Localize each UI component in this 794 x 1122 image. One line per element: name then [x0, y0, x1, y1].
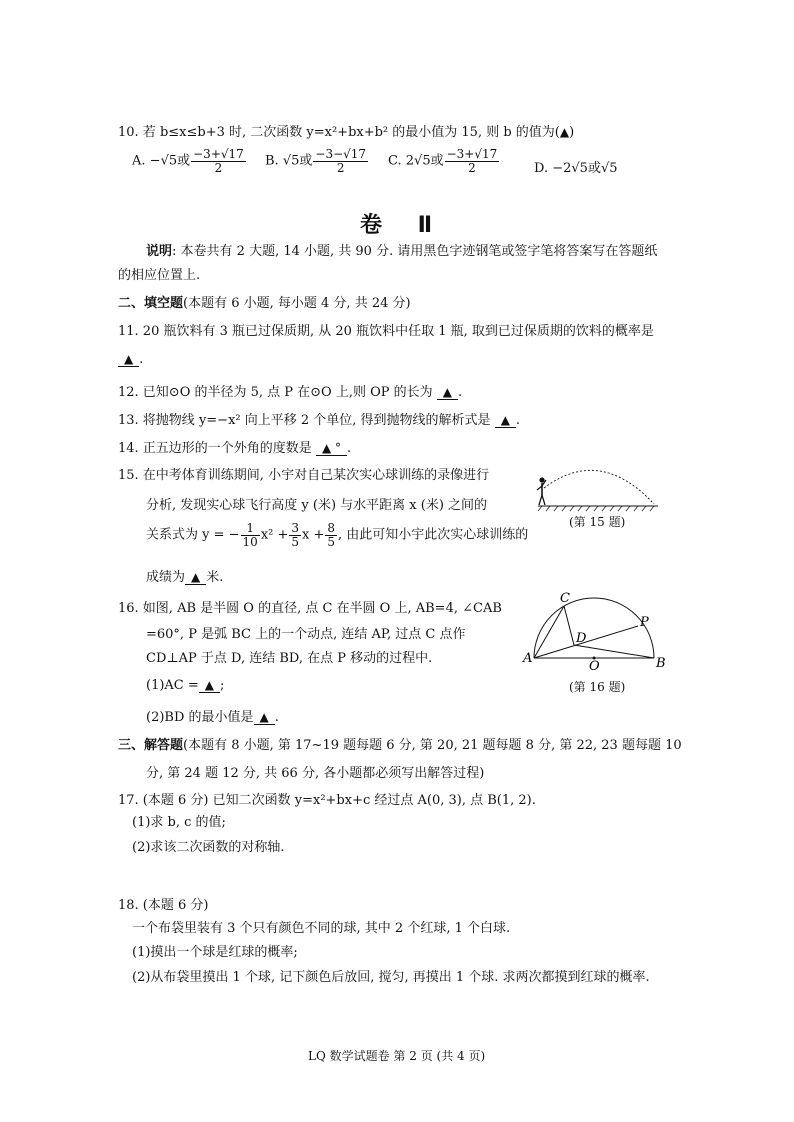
q16-sub1-answer-blank: ▲	[199, 678, 220, 693]
q11-line1: 11. 20 瓶饮料有 3 瓶已过保质期, 从 20 瓶饮料中任取 1 瓶, 取到已过保质期的饮料的概率是	[118, 324, 654, 339]
q14-answer-blank: ▲ °	[316, 441, 347, 456]
segment-bd	[574, 645, 654, 658]
q10-option-c: C. 2√5或 $\frac{-3+√17}{2}$	[388, 147, 498, 175]
fill-heading: 二、填空题(本题有 6 小题, 每小题 4 分, 共 24 分)	[118, 296, 411, 311]
q14-line: 14. 正五边形的一个外角的度数是 ▲ ° .	[118, 441, 352, 456]
q16-line2: =60°, P 是弧 BC 上的一个动点, 连结 AP, 过点 C 点作	[146, 627, 466, 642]
ground-hatch	[538, 506, 654, 511]
figure-16	[520, 590, 670, 672]
solve-heading: 三、解答题(本题有 8 小题, 第 17~19 题每题 6 分, 第 20, 21 题每题 8 分, 第 22, 23 题每题 10	[118, 738, 682, 753]
q10-option-d: D. −2√5或√5	[534, 161, 618, 176]
q17-sub2: (2)求该二次函数的对称轴.	[132, 840, 285, 855]
q13-line: 13. 将抛物线 y=−x² 向上平移 2 个单位, 得到抛物线的解析式是 ▲ .	[118, 413, 521, 428]
q16-sub2: (2)BD 的最小值是 ▲ .	[146, 710, 279, 725]
q15-line4: 成绩为 ▲ 米.	[146, 570, 224, 585]
q15-answer-blank: ▲	[185, 570, 206, 585]
solve-heading-line2: 分, 第 24 题 12 分, 共 66 分, 各小题都必须写出解答过程)	[146, 766, 485, 781]
q11-line2: ▲ .	[118, 352, 143, 367]
q15-line3: 关系式为 y = − $\frac{1}{10}$ x² + $\frac{3}{5}$ x + $\frac{8}{5}$ , 由此可知小宇此次实心球训练的	[146, 521, 529, 549]
q18-sub1: (1)摸出一个球是红球的概率;	[132, 945, 298, 960]
segment-cd	[564, 606, 574, 645]
q18-line2: 一个布袋里装有 3 个只有颜色不同的球, 其中 2 个红球, 1 个白球.	[132, 921, 511, 936]
q16-caption: (第 16 题)	[569, 680, 626, 694]
q10-option-b: B. √5或 $\frac{-3-√17}{2}$	[265, 147, 367, 175]
label-a: A	[523, 651, 533, 666]
q16-sub2-answer-blank: ▲	[254, 710, 275, 725]
ball-trajectory	[544, 470, 654, 504]
q12-line: 12. 已知⊙O 的半径为 5, 点 P 在⊙O 上,则 OP 的长为 ▲ .	[118, 385, 463, 400]
q17-sub1: (1)求 b, c 的值;	[132, 815, 226, 830]
q15-line2: 分析, 发现实心球飞行高度 y (米) 与水平距离 x (米) 之间的	[146, 498, 488, 513]
semicircle-arc	[534, 598, 654, 658]
label-p: P	[640, 615, 649, 630]
q18-sub2: (2)从布袋里摸出 1 个球, 记下颜色后放回, 搅匀, 再摸出 1 个球. 求两次都摸到红球的概率.	[132, 970, 650, 985]
label-o: O	[589, 659, 600, 672]
q15-line1: 15. 在中考体育训练期间, 小宇对自己某次实心球训练的录像进行	[118, 468, 490, 483]
q16-line3: CD⊥AP 于点 D, 连结 BD, 在点 P 移动的过程中.	[146, 651, 433, 666]
label-d: D	[576, 631, 587, 646]
q10-option-a: A. −√5或 $\frac{-3+√17}{2}$	[132, 147, 244, 175]
q11-answer-blank: ▲	[118, 352, 139, 367]
q17-line1: 17. (本题 6 分) 已知二次函数 y=x²+bx+c 经过点 A(0, 3), 点 B(1, 2).	[118, 793, 536, 808]
q18-line1: 18. (本题 6 分)	[118, 898, 209, 913]
label-c: C	[560, 591, 570, 606]
section-note-line1: 说明: 本卷共有 2 大题, 14 小题, 共 90 分. 请用黑色字迹钢笔或签字笔将答案写在答题纸	[146, 244, 658, 259]
q13-answer-blank: ▲	[495, 413, 516, 428]
q15-caption: (第 15 题)	[569, 515, 626, 529]
section-note-line2: 的相应位置上.	[118, 268, 201, 283]
page-footer: LQ 数学试题卷 第 2 页 (共 4 页)	[308, 1049, 486, 1063]
q16-line1: 16. 如图, AB 是半圆 O 的直径, 点 C 在半圆 O 上, AB=4, ∠CAB	[118, 601, 502, 616]
q16-sub1: (1)AC = ▲ ;	[146, 678, 225, 693]
thrower-figure	[537, 477, 546, 505]
label-b: B	[656, 656, 666, 671]
q12-answer-blank: ▲	[437, 385, 458, 400]
q10-stem: 10. 若 b≤x≤b+3 时, 二次函数 y=x²+bx+b² 的最小值为 15, 则 b 的值为(▲)	[118, 125, 575, 140]
section-title: 卷 Ⅱ	[360, 213, 447, 238]
